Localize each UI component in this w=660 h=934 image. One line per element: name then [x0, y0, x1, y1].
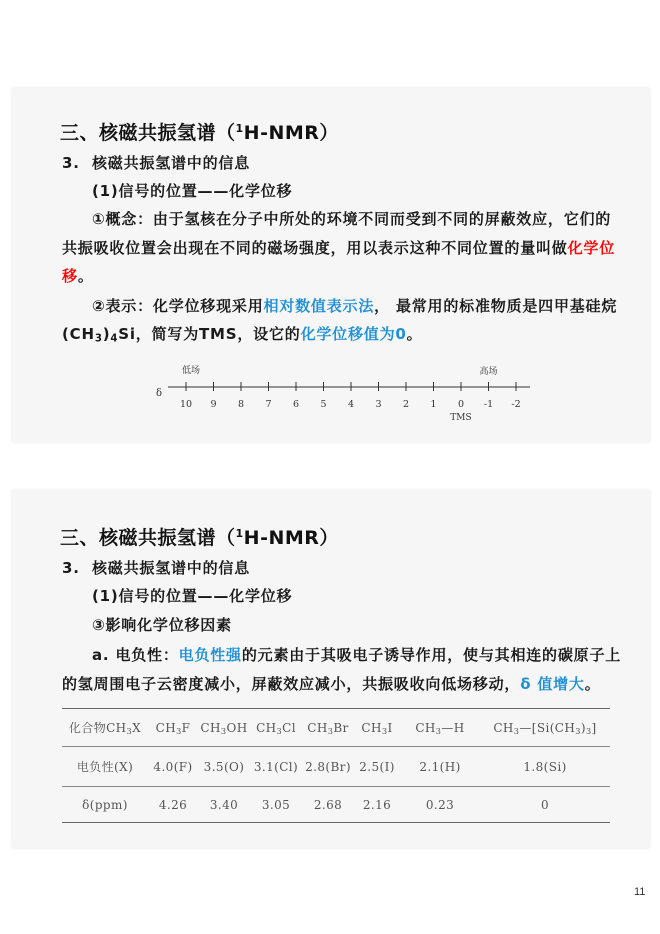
delta-increase-highlight: δ 值增大: [520, 675, 585, 693]
electronegativity-period: 。: [584, 675, 601, 693]
table-cell: $CH_3—H$: [400, 709, 480, 747]
subsection-heading: (1)信号的位置——化学位移: [92, 587, 293, 605]
electronegativity-text: 的元素由于其吸电子诱导作用，使与其相连的碳原子上: [241, 646, 622, 664]
scale-tick-label: 1: [430, 399, 437, 410]
table-cell: 4.0(F): [148, 747, 198, 787]
concept-period: 。: [77, 267, 94, 285]
scale-tick-label: 0: [457, 399, 465, 410]
scale-tick-label: 2: [402, 399, 410, 410]
concept-line-1: ①概念：由于氢核在分子中所处的环境不同而受到不同的屏蔽效应，它们的: [92, 210, 612, 228]
notation-period: 。: [406, 325, 423, 343]
scale-delta-symbol: δ: [156, 388, 163, 399]
scale-tick-label: 6: [292, 399, 300, 410]
table-cell: 2.68: [302, 787, 354, 823]
chemical-shift-scale: [150, 360, 550, 430]
title-superscript: 1: [235, 527, 244, 540]
electronegativity-text-2: 的氢周围电子云密度减小，屏蔽效应减小，共振吸收向低场移动，: [62, 675, 521, 693]
table-cell: 3.05: [250, 787, 302, 823]
table-row-label: 化合物$CH_3X$: [62, 709, 148, 747]
table-cell: 2.8(Br): [302, 747, 354, 787]
table-cell: $CH_3Cl$: [250, 709, 302, 747]
factor-heading: ③影响化学位移因素: [92, 616, 232, 634]
title-prefix: 三、核磁共振氢谱（: [60, 122, 236, 144]
notation-highlight: 相对数值表示法: [263, 297, 375, 315]
table-cell: $CH_3I$: [354, 709, 400, 747]
title-suffix: H-NMR）: [243, 122, 339, 144]
section-number: 3.: [62, 154, 80, 172]
title-prefix: 三、核磁共振氢谱（: [60, 527, 236, 549]
table-cell: 2.16: [354, 787, 400, 823]
scale-tick-label: 3: [375, 399, 382, 410]
scale-tick-label: -2: [511, 399, 521, 410]
slide-title: [60, 121, 339, 145]
table-cell: $CH_3Br$: [302, 709, 354, 747]
table-row-label: 电负性(X): [62, 747, 148, 787]
slide-title: [60, 526, 339, 550]
scale-tick-label: 9: [210, 399, 217, 410]
scale-tick-label: 10: [179, 399, 193, 410]
electronegativity-line-2: [62, 674, 601, 694]
table-row-electronegativity: [62, 747, 610, 787]
electronegativity-shift-table: [62, 708, 610, 823]
scale-tick-label: -1: [483, 399, 494, 410]
table-row-label: δ(ppm): [62, 787, 148, 823]
scale-high-field-label: 高场: [479, 367, 498, 377]
title-suffix: H-NMR）: [243, 527, 339, 549]
scale-tick-label: 4: [347, 399, 355, 410]
table-cell: 0.23: [400, 787, 480, 823]
subsection-heading: (1)信号的位置——化学位移: [92, 182, 293, 200]
table-cell: 3.5(O): [198, 747, 250, 787]
table-cell: 4.26: [148, 787, 198, 823]
concept-line-3: [62, 266, 94, 286]
concept-highlight: 化学位: [567, 239, 616, 257]
slide-2: [12, 490, 650, 848]
tms-formula-text: $(CH_3)_4Si$，简写为TMS，设它的: [62, 325, 301, 345]
table-cell: 3.1(Cl): [250, 747, 302, 787]
slide-1: [12, 88, 650, 442]
table-cell: 2.5(I): [354, 747, 400, 787]
section-number: 3.: [62, 559, 80, 577]
electronegativity-label: a. 电负性：: [92, 646, 179, 664]
table-cell: 2.1(H): [400, 747, 480, 787]
scale-tick-label: 5: [320, 399, 327, 410]
section-label: 核磁共振氢谱中的信息: [92, 154, 251, 172]
section-label: 核磁共振氢谱中的信息: [92, 559, 251, 577]
concept-line-2: [62, 238, 615, 258]
title-superscript: 1: [235, 122, 244, 135]
notation-line-2: [62, 324, 422, 344]
tms-shift-highlight: 化学位移值为0: [300, 325, 407, 343]
scale-tick-label: 7: [265, 399, 272, 410]
notation-line-1: [92, 296, 617, 316]
scale-low-field-label: 低场: [181, 366, 201, 376]
electronegativity-line-1: [92, 645, 621, 665]
concept-highlight-end: 移: [62, 267, 78, 285]
page-number: 11: [634, 886, 646, 898]
concept-text: 共振吸收位置会出现在不同的磁场强度，用以表示这种不同位置的量叫做: [62, 239, 568, 257]
electronegativity-highlight: 电负性强: [178, 646, 242, 664]
table-row-compounds: [62, 709, 610, 747]
table-cell: 1.8(Si): [480, 747, 610, 787]
table-cell: 0: [480, 787, 610, 823]
notation-text: ②表示：化学位移现采用: [92, 297, 264, 315]
notation-text-end: ， 最常用的标准物质是四甲基硅烷: [374, 297, 618, 315]
table-cell: $CH_3—[Si(CH_3)_3]$: [480, 709, 610, 747]
scale-reference-label: TMS: [450, 413, 472, 423]
table-cell: $CH_3F$: [148, 709, 198, 747]
table-cell: 3.40: [198, 787, 250, 823]
table-row-shift: [62, 787, 610, 823]
table-cell: $CH_3OH$: [198, 709, 250, 747]
scale-tick-label: 8: [237, 399, 245, 410]
